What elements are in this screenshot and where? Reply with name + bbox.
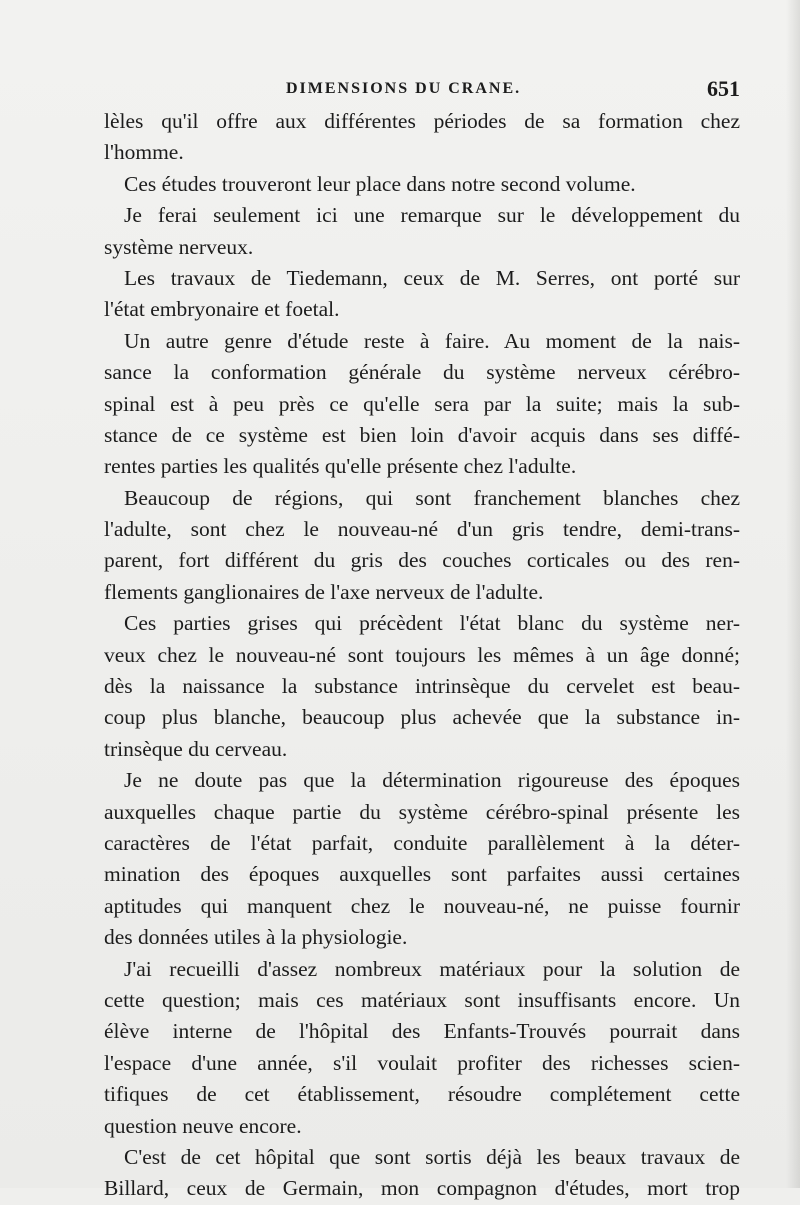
text-line: spinal est à peu près ce qu'elle sera par la suite; mais la sub- xyxy=(104,391,740,416)
text-line: Un autre genre d'étude reste à faire. Au moment de la nais- xyxy=(124,328,740,353)
text-line: stance de ce système est bien loin d'avoir acquis dans ses diffé- xyxy=(104,422,740,447)
text-line: auxquelles chaque partie du système cérébro-spinal présente les xyxy=(104,799,740,824)
text-line: lèles qu'il offre aux différentes périodes de sa formation chez xyxy=(104,109,740,133)
text-line: caractères de l'état parfait, conduite parallèlement à la déter- xyxy=(104,830,740,855)
text-line: J'ai recueilli d'assez nombreux matériaux pour la solution de xyxy=(124,956,740,981)
text-line: l'état embryonaire et foetal. xyxy=(104,297,340,322)
text-line: tifiques de cet établissement, résoudre complétement cette xyxy=(104,1082,740,1107)
text-line: Je ferai seulement ici une remarque sur le développement du xyxy=(124,203,740,228)
text-line: sance la conformation générale du système nerveux cérébro- xyxy=(104,360,740,385)
page-number: 651 xyxy=(707,76,740,101)
text-line: l'homme. xyxy=(104,140,184,165)
text-line: Les travaux de Tiedemann, ceux de M. Serres, ont porté sur xyxy=(124,265,740,290)
text-line: Ces études trouveront leur place dans notre second volume. xyxy=(124,171,636,196)
text-line: veux chez le nouveau-né sont toujours les mêmes à un âge donné; xyxy=(104,642,740,667)
text-line: Beaucoup de régions, qui sont franchement blanches chez xyxy=(124,485,740,510)
text-line: flements ganglionaires de l'axe nerveux de l'adulte. xyxy=(104,579,544,604)
text-line: Je ne doute pas que la détermination rigoureuse des époques xyxy=(124,768,740,793)
text-line: Ces parties grises qui précèdent l'état blanc du système ner- xyxy=(124,611,740,636)
text-line: cette question; mais ces matériaux sont insuffisants encore. Un xyxy=(104,987,740,1012)
text-line: élève interne de l'hôpital des Enfants-Trouvés pourrait dans xyxy=(104,1019,740,1044)
text-line: Billard, ceux de Germain, mon compagnon d'études, mort trop xyxy=(104,1176,740,1201)
text-line: rentes parties les qualités qu'elle présente chez l'adulte. xyxy=(104,454,577,479)
page-header xyxy=(104,76,740,104)
text-line: des données utiles à la physiologie. xyxy=(104,925,408,950)
text-line: système nerveux. xyxy=(104,234,254,259)
text-line: question neuve encore. xyxy=(104,1113,302,1138)
text-line: aptitudes qui manquent chez le nouveau-né, ne puisse fournir xyxy=(104,893,740,918)
text-line: parent, fort différent du gris des couches corticales ou des ren- xyxy=(104,548,740,573)
text-line: dès la naissance la substance intrinsèque du cervelet est beau- xyxy=(104,674,740,699)
text-line: C'est de cet hôpital que sont sortis déjà les beaux travaux de xyxy=(124,1144,740,1169)
body-text xyxy=(104,106,740,1205)
text-line: l'espace d'une année, s'il voulait profiter des richesses scien- xyxy=(104,1050,740,1075)
text-line: coup plus blanche, beaucoup plus achevée que la substance in- xyxy=(104,705,740,730)
text-line: trinsèque du cerveau. xyxy=(104,736,288,761)
page-edge-shadow xyxy=(786,0,800,1188)
text-line: l'adulte, sont chez le nouveau-né d'un gris tendre, demi-trans- xyxy=(104,517,740,542)
text-line: mination des époques auxquelles sont parfaites aussi certaines xyxy=(104,862,740,887)
running-head: DIMENSIONS DU CRANE. xyxy=(286,80,522,97)
